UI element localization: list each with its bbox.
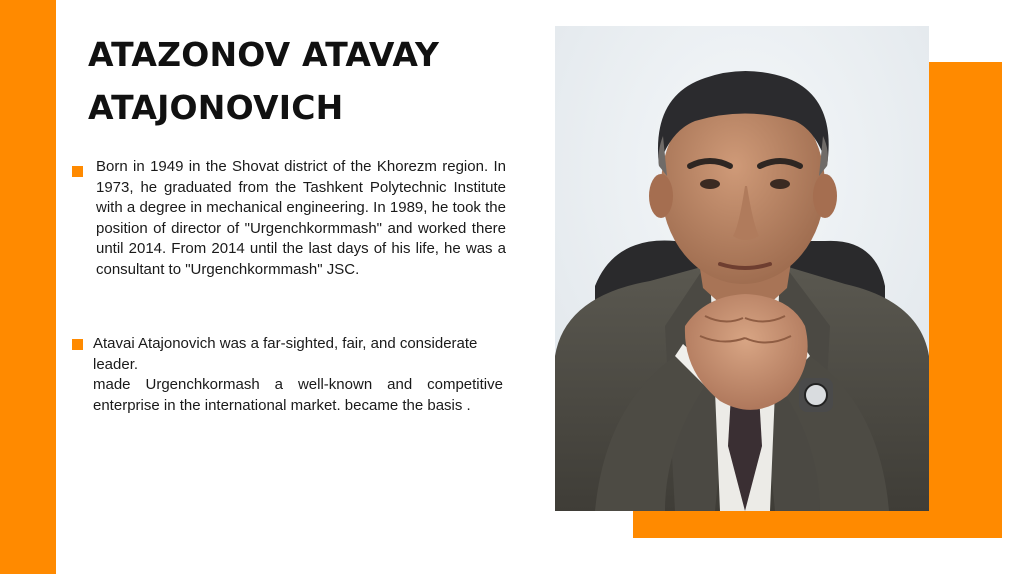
biography-text: Born in 1949 in the Shovat district of the Khorezm region. In 1973, he graduated from the Tashkent Polytechnic Institute with a degree in mechanical engineering. In 1989, he took the position of director of "Urgenchkormmash" and worked there until 2014. From 2014 until the last days of his life, he was a consultant to "Urgenchkormmash" JSC. [96,158,506,278]
title-line-2: ATAJONOVICH [88,88,344,127]
leadership-text-line-1: Atavai Atajonovich was a far-sighted, fair, and considerate leader. [93,335,478,373]
left-accent-bar [0,0,56,574]
title-line-1: ATAZONOV ATAVAY [88,35,440,74]
bullet-square-icon [72,339,83,350]
leadership-paragraph [93,334,503,416]
biography-paragraph [96,157,506,280]
bullet-square-icon [72,166,83,177]
leadership-text-line-2: made Urgenchkormash a well-known and competitive enterprise in the international market. became the basis . [93,376,503,414]
page-title [88,28,528,134]
portrait-photo [555,26,929,511]
